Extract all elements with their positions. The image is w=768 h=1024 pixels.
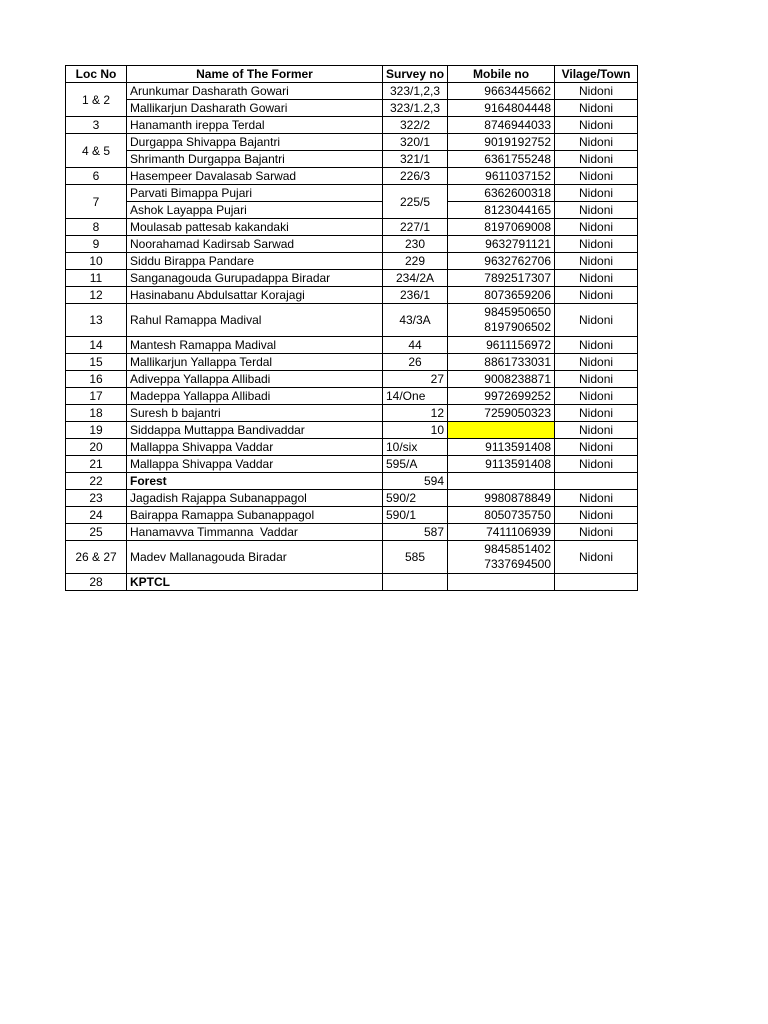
loc-cell[interactable]: 15	[66, 354, 127, 371]
loc-cell[interactable]: 8	[66, 219, 127, 236]
loc-cell[interactable]: 18	[66, 405, 127, 422]
mobile-cell[interactable]: 9113591408	[448, 456, 555, 473]
name-cell[interactable]: Mallikarjun Dasharath Gowari	[127, 100, 383, 117]
mobile-line-2: 8197906502	[484, 320, 552, 334]
table-row	[66, 287, 638, 304]
name-cell[interactable]: Mantesh Ramappa Madival	[127, 337, 383, 354]
survey-cell[interactable]: 323/1.2,3	[383, 100, 448, 117]
name-cell[interactable]: Hanamanth ireppa Terdal	[127, 117, 383, 134]
survey-cell[interactable]	[383, 574, 448, 591]
name-cell[interactable]: Shrimanth Durgappa Bajantri	[127, 151, 383, 168]
mobile-cell[interactable]: 9008238871	[448, 371, 555, 388]
name-cell[interactable]: Madev Mallanagouda Biradar	[127, 541, 383, 574]
town-cell[interactable]: Nidoni	[555, 490, 638, 507]
name-cell[interactable]: Parvati Bimappa Pujari	[127, 185, 383, 202]
name-cell[interactable]: Suresh b bajantri	[127, 405, 383, 422]
mobile-cell[interactable]: 9611156972	[448, 337, 555, 354]
loc-cell[interactable]: 21	[66, 456, 127, 473]
table-row	[66, 117, 638, 134]
town-cell[interactable]	[555, 574, 638, 591]
mobile-cell[interactable]: 8050735750	[448, 507, 555, 524]
mobile-cell[interactable]	[448, 473, 555, 490]
mobile-cell[interactable]: 9972699252	[448, 388, 555, 405]
loc-cell[interactable]: 9	[66, 236, 127, 253]
name-cell[interactable]: Moulasab pattesab kakandaki	[127, 219, 383, 236]
loc-cell[interactable]: 19	[66, 422, 127, 439]
table-row	[66, 134, 638, 151]
loc-cell[interactable]: 11	[66, 270, 127, 287]
survey-cell[interactable]: 590/2	[383, 490, 448, 507]
table-row	[66, 388, 638, 405]
survey-cell[interactable]: 10	[383, 422, 448, 439]
table-row	[66, 202, 638, 219]
header-name[interactable]: Name of The Former	[127, 66, 383, 83]
table-row	[66, 507, 638, 524]
mobile-cell[interactable]: 7259050323	[448, 405, 555, 422]
loc-cell[interactable]: 6	[66, 168, 127, 185]
table-row	[66, 490, 638, 507]
mobile-cell[interactable]: 9663445662	[448, 83, 555, 100]
town-cell[interactable]: Nidoni	[555, 151, 638, 168]
town-cell[interactable]: Nidoni	[555, 541, 638, 574]
loc-cell[interactable]: 25	[66, 524, 127, 541]
header-mobile-no[interactable]: Mobile no	[448, 66, 555, 83]
survey-cell[interactable]: 27	[383, 371, 448, 388]
survey-cell[interactable]: 322/2	[383, 117, 448, 134]
table-row	[66, 83, 638, 100]
name-cell[interactable]: Noorahamad Kadirsab Sarwad	[127, 236, 383, 253]
town-cell[interactable]: Nidoni	[555, 219, 638, 236]
town-cell[interactable]: Nidoni	[555, 405, 638, 422]
table-row	[66, 524, 638, 541]
name-cell[interactable]: Durgappa Shivappa Bajantri	[127, 134, 383, 151]
mobile-cell[interactable]: 7411106939	[448, 524, 555, 541]
survey-cell[interactable]: 229	[383, 253, 448, 270]
mobile-cell[interactable]: 8746944033	[448, 117, 555, 134]
survey-cell[interactable]: 234/2A	[383, 270, 448, 287]
loc-cell[interactable]: 24	[66, 507, 127, 524]
town-cell[interactable]: Nidoni	[555, 371, 638, 388]
town-cell[interactable]: Nidoni	[555, 337, 638, 354]
survey-cell[interactable]: 12	[383, 405, 448, 422]
mobile-cell[interactable]: 9164804448	[448, 100, 555, 117]
town-cell[interactable]: Nidoni	[555, 185, 638, 202]
table-row	[66, 236, 638, 253]
mobile-cell[interactable]: 8073659206	[448, 287, 555, 304]
mobile-cell[interactable]: 7892517307	[448, 270, 555, 287]
name-cell[interactable]: Jagadish Rajappa Subanappagol	[127, 490, 383, 507]
town-cell[interactable]: Nidoni	[555, 168, 638, 185]
name-cell[interactable]: Bairappa Ramappa Subanappagol	[127, 507, 383, 524]
name-cell[interactable]: Sanganagouda Gurupadappa Biradar	[127, 270, 383, 287]
loc-cell[interactable]: 14	[66, 337, 127, 354]
survey-cell[interactable]: 587	[383, 524, 448, 541]
name-cell[interactable]: Hanamavva Timmanna Vaddar	[127, 524, 383, 541]
name-cell[interactable]: Hasinabanu Abdulsattar Korajagi	[127, 287, 383, 304]
loc-cell[interactable]: 3	[66, 117, 127, 134]
name-cell[interactable]: Adiveppa Yallappa Allibadi	[127, 371, 383, 388]
survey-cell[interactable]: 323/1,2,3	[383, 83, 448, 100]
survey-cell[interactable]: 14/One	[383, 388, 448, 405]
town-cell[interactable]: Nidoni	[555, 117, 638, 134]
name-cell[interactable]: Mallappa Shivappa Vaddar	[127, 456, 383, 473]
table-row	[66, 574, 638, 591]
loc-cell[interactable]: 28	[66, 574, 127, 591]
name-cell[interactable]: Hasempeer Davalasab Sarwad	[127, 168, 383, 185]
town-cell[interactable]: Nidoni	[555, 524, 638, 541]
town-cell[interactable]	[555, 473, 638, 490]
town-cell[interactable]: Nidoni	[555, 439, 638, 456]
name-cell[interactable]: Mallappa Shivappa Vaddar	[127, 439, 383, 456]
header-loc-no[interactable]: Loc No	[66, 66, 127, 83]
name-cell[interactable]: Arunkumar Dasharath Gowari	[127, 83, 383, 100]
mobile-cell[interactable]: 8861733031	[448, 354, 555, 371]
header-village-town[interactable]: Vilage/Town	[555, 66, 638, 83]
mobile-cell[interactable]: 8123044165	[448, 202, 555, 219]
table-row	[66, 354, 638, 371]
town-cell[interactable]: Nidoni	[555, 202, 638, 219]
town-cell[interactable]: Nidoni	[555, 287, 638, 304]
loc-cell[interactable]: 1 & 2	[66, 83, 127, 117]
survey-cell[interactable]: 585	[383, 541, 448, 574]
survey-cell[interactable]: 595/A	[383, 456, 448, 473]
survey-cell[interactable]: 26	[383, 354, 448, 371]
loc-cell[interactable]: 22	[66, 473, 127, 490]
table-row	[66, 270, 638, 287]
town-cell[interactable]: Nidoni	[555, 456, 638, 473]
name-cell[interactable]: Ashok Layappa Pujari	[127, 202, 383, 219]
name-cell[interactable]: Mallikarjun Yallappa Terdal	[127, 354, 383, 371]
name-cell[interactable]: KPTCL	[127, 574, 383, 591]
town-cell[interactable]: Nidoni	[555, 354, 638, 371]
town-cell[interactable]: Nidoni	[555, 507, 638, 524]
name-cell[interactable]: Siddu Birappa Pandare	[127, 253, 383, 270]
survey-cell[interactable]: 226/3	[383, 168, 448, 185]
name-cell[interactable]: Rahul Ramappa Madival	[127, 304, 383, 337]
mobile-cell[interactable]: 9980878849	[448, 490, 555, 507]
survey-cell[interactable]: 10/six	[383, 439, 448, 456]
loc-cell[interactable]: 16	[66, 371, 127, 388]
table-row	[66, 151, 638, 168]
mobile-cell[interactable]: 8197069008	[448, 219, 555, 236]
loc-cell[interactable]: 26 & 27	[66, 541, 127, 574]
mobile-cell[interactable]	[448, 541, 555, 574]
table-row	[66, 371, 638, 388]
town-cell[interactable]: Nidoni	[555, 236, 638, 253]
loc-cell[interactable]: 20	[66, 439, 127, 456]
mobile-cell[interactable]	[448, 304, 555, 337]
loc-cell[interactable]: 13	[66, 304, 127, 337]
land-owner-table	[65, 65, 638, 591]
loc-cell[interactable]: 10	[66, 253, 127, 270]
name-cell[interactable]: Siddappa Muttappa Bandivaddar	[127, 422, 383, 439]
town-cell[interactable]: Nidoni	[555, 100, 638, 117]
town-cell[interactable]: Nidoni	[555, 422, 638, 439]
loc-cell[interactable]: 23	[66, 490, 127, 507]
table-row	[66, 253, 638, 270]
loc-cell[interactable]: 17	[66, 388, 127, 405]
header-row	[66, 66, 638, 83]
mobile-cell[interactable]: 6361755248	[448, 151, 555, 168]
mobile-cell[interactable]: 6362600318	[448, 185, 555, 202]
survey-cell[interactable]: 43/3A	[383, 304, 448, 337]
table-row	[66, 456, 638, 473]
mobile-cell[interactable]: 9632762706	[448, 253, 555, 270]
table-row	[66, 439, 638, 456]
town-cell[interactable]: Nidoni	[555, 253, 638, 270]
survey-cell[interactable]: 590/1	[383, 507, 448, 524]
mobile-line-1: 9845851402	[484, 542, 552, 556]
table-row	[66, 100, 638, 117]
survey-cell[interactable]: 320/1	[383, 134, 448, 151]
town-cell[interactable]: Nidoni	[555, 388, 638, 405]
survey-cell[interactable]: 225/5	[383, 185, 448, 219]
table-row	[66, 168, 638, 185]
survey-cell[interactable]: 227/1	[383, 219, 448, 236]
table-row	[66, 405, 638, 422]
survey-cell[interactable]: 230	[383, 236, 448, 253]
mobile-cell[interactable]: 9611037152	[448, 168, 555, 185]
name-cell[interactable]: Madeppa Yallappa Allibadi	[127, 388, 383, 405]
loc-cell[interactable]: 12	[66, 287, 127, 304]
mobile-cell[interactable]	[448, 574, 555, 591]
table-row	[66, 219, 638, 236]
table-row	[66, 337, 638, 354]
name-cell[interactable]: Forest	[127, 473, 383, 490]
survey-cell[interactable]: 236/1	[383, 287, 448, 304]
header-survey-no[interactable]: Survey no	[383, 66, 448, 83]
mobile-line-2: 7337694500	[484, 557, 552, 571]
table-row	[66, 304, 638, 337]
table-row	[66, 473, 638, 490]
table-row	[66, 422, 638, 439]
mobile-line-1: 9845950650	[484, 305, 552, 319]
survey-cell[interactable]: 594	[383, 473, 448, 490]
town-cell[interactable]: Nidoni	[555, 134, 638, 151]
loc-cell[interactable]: 4 & 5	[66, 134, 127, 168]
town-cell[interactable]: Nidoni	[555, 304, 638, 337]
loc-cell[interactable]: 7	[66, 185, 127, 219]
mobile-cell-highlighted[interactable]	[448, 422, 555, 439]
table-row	[66, 185, 638, 202]
town-cell[interactable]: Nidoni	[555, 83, 638, 100]
table-row	[66, 541, 638, 574]
mobile-cell[interactable]: 9632791121	[448, 236, 555, 253]
mobile-cell[interactable]: 9019192752	[448, 134, 555, 151]
survey-cell[interactable]: 321/1	[383, 151, 448, 168]
survey-cell[interactable]: 44	[383, 337, 448, 354]
mobile-cell[interactable]: 9113591408	[448, 439, 555, 456]
town-cell[interactable]: Nidoni	[555, 270, 638, 287]
